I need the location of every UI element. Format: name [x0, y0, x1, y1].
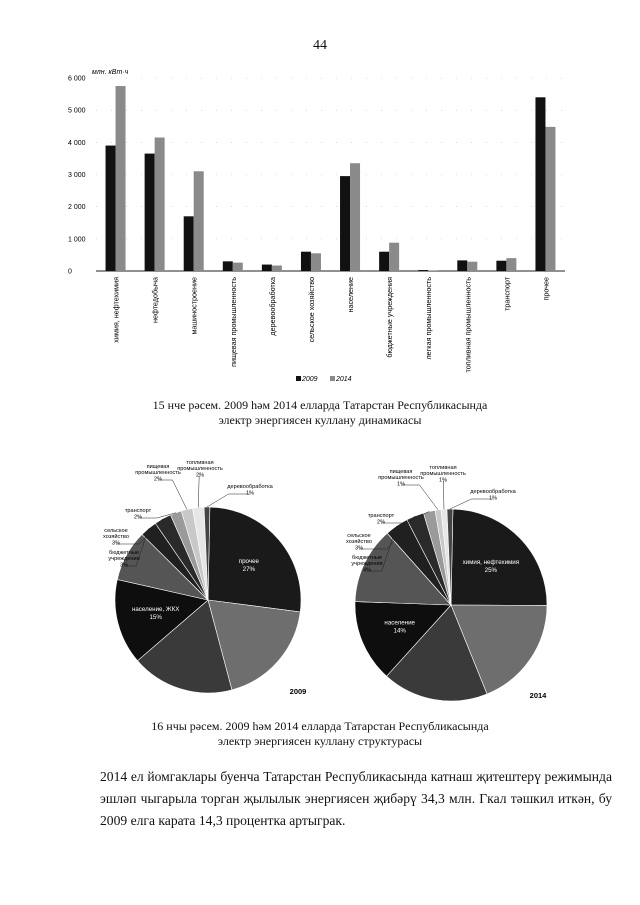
pie-outer-label: учреждения — [108, 556, 140, 562]
x-tick-label: бюджетные учреждения — [385, 277, 395, 358]
pie-outer-percent: 3% — [111, 540, 121, 547]
figure-15-caption — [0, 398, 640, 428]
bar-2009 — [145, 154, 155, 271]
x-tick-label: пищевая промышленность — [228, 277, 238, 367]
page-number: 44 — [313, 38, 327, 53]
bar-2014 — [350, 163, 360, 271]
bar-2009 — [535, 97, 545, 271]
pie-outer-percent: 2% — [133, 514, 143, 521]
pie-year-label: 2014 — [529, 691, 547, 700]
bar-2009 — [223, 261, 233, 271]
pie-outer-percent: 4% — [362, 567, 372, 574]
pie-outer-label: транспорт — [367, 513, 395, 519]
bar-2009 — [106, 146, 116, 271]
figure-16-caption-line1: 16 нчы рәсем. 2009 һәм 2014 елларда Татарстан Республикасында — [151, 719, 489, 733]
x-tick-label: машиностроение — [189, 277, 199, 335]
pie-outer-percent: 1% — [488, 495, 498, 502]
pie-outer-label: транспорт — [124, 508, 152, 514]
x-tick-label: население — [346, 277, 356, 313]
y-tick-label: 0 — [68, 268, 72, 276]
pie-charts — [0, 455, 640, 715]
pie-outer-label: топливная — [429, 464, 457, 471]
bar-2014 — [155, 138, 165, 271]
pie-outer-percent: 1% — [396, 481, 406, 488]
x-tick-label: химия, нефтехимия — [111, 277, 121, 343]
leader-line — [443, 481, 444, 509]
x-tick-label: сельское хозяйство — [306, 277, 316, 343]
body-paragraph — [100, 766, 612, 832]
pie-2009 — [103, 460, 306, 696]
pie-outer-label: промышленность — [177, 466, 223, 472]
y-tick-label: 4 000 — [68, 139, 86, 147]
bar-2009 — [418, 270, 428, 271]
legend-label: 2014 — [336, 376, 352, 383]
y-tick-label: 1 000 — [68, 236, 86, 244]
pie-slice-label: население, ЖКХ — [131, 606, 180, 614]
pie-outer-percent: 2% — [195, 472, 205, 479]
pie-slice-percent: 25% — [484, 567, 498, 575]
y-tick-label: 6 000 — [68, 75, 86, 83]
pie-outer-label: пищевая — [389, 468, 413, 475]
pie-year-label: 2009 — [289, 687, 307, 696]
bar-2014 — [467, 262, 477, 271]
pie-2014 — [346, 465, 547, 701]
y-tick-label: 2 000 — [68, 204, 86, 212]
bar-2009 — [340, 176, 350, 271]
pie-slice-percent: 27% — [242, 565, 256, 573]
x-tick-label: прочее — [541, 277, 551, 301]
pie-slice-percent: 15% — [149, 614, 162, 622]
bar-2014 — [389, 243, 399, 271]
pie-outer-label: деревообработка — [470, 489, 516, 495]
bar-2009 — [496, 261, 506, 271]
pie-slice-percent: 14% — [393, 627, 406, 635]
pie-outer-percent: 2% — [376, 519, 386, 526]
leader-line — [158, 480, 187, 509]
x-tick-label: топливная промышленность — [463, 277, 473, 373]
pie-outer-percent: 1% — [245, 490, 255, 497]
pie-outer-label: промышленность — [378, 475, 424, 481]
figure-16-caption — [0, 719, 640, 749]
y-tick-label: 5 000 — [68, 107, 86, 115]
pie-outer-label: промышленность — [420, 471, 466, 477]
leader-line — [450, 499, 493, 509]
bar-2014 — [545, 127, 555, 271]
pie-outer-percent: 3% — [119, 562, 129, 569]
body-text: 2014 ел йомгаклары буенча Татарстан Республикасында катнаш җитештерү режимында эшләп чыгарыла торган җылылык энергиясен җибәрү 34,3 млн. Гкал тәшкил иткән, бу 2009 елга карата 14,3 процентка артыграк. — [100, 769, 612, 828]
pie-outer-percent: 3% — [354, 545, 364, 552]
figure-16-caption-line2: электр энергиясен куллану структурасы — [217, 734, 423, 748]
legend-swatch — [330, 376, 335, 381]
legend-swatch — [296, 376, 301, 381]
pie-slice-label: химия, нефтехимия — [462, 559, 520, 567]
bar-2014 — [233, 263, 243, 271]
pie-outer-label: промышленность — [135, 470, 181, 476]
bar-chart — [0, 0, 640, 400]
bar-2014 — [428, 270, 438, 271]
pie-outer-label: деревообработка — [227, 484, 273, 490]
pie-outer-label: хозяйство — [346, 539, 372, 545]
pie-slice-label: прочее — [238, 557, 259, 565]
bar-2009 — [301, 252, 311, 271]
pie-outer-label: бюджетные — [109, 549, 139, 556]
pie-outer-label: хозяйство — [103, 534, 129, 540]
bar-2014 — [311, 253, 321, 271]
pie-outer-percent: 1% — [438, 477, 448, 484]
x-tick-label: легкая промышленность — [424, 277, 434, 360]
bar-2014 — [506, 258, 516, 271]
pie-slice — [451, 509, 547, 605]
pie-outer-label: учреждения — [351, 561, 383, 567]
leader-line — [401, 485, 438, 510]
bar-2014 — [194, 171, 204, 271]
pie-outer-label: бюджетные — [352, 554, 382, 561]
pie-slice-label: население — [384, 619, 415, 627]
y-tick-label: 3 000 — [68, 172, 86, 179]
leader-line — [207, 494, 250, 507]
bar-2014 — [116, 86, 126, 271]
bar-2014 — [272, 266, 282, 271]
pie-outer-label: пищевая — [146, 463, 170, 470]
pie-outer-label: сельское — [104, 527, 128, 534]
x-tick-label: деревообработка — [267, 277, 277, 336]
bar-2009 — [457, 260, 467, 271]
figure-15-caption-line1: 15 нче рәсем. 2009 һәм 2014 елларда Татарстан Республикасында — [152, 398, 488, 412]
bar-2009 — [379, 252, 389, 271]
legend-label: 2009 — [302, 376, 318, 383]
figure-15-caption-line2: электр энергиясен куллану динамикасы — [218, 413, 422, 427]
y-axis-label: млн. кВт·ч — [92, 69, 129, 76]
leader-line — [198, 476, 200, 508]
bar-2009 — [262, 265, 272, 271]
pie-outer-label: топливная — [186, 459, 214, 466]
bar-2009 — [184, 216, 194, 271]
pie-outer-percent: 2% — [153, 476, 163, 483]
pie-outer-label: сельское — [347, 532, 371, 539]
x-tick-label: нефтедобыча — [150, 277, 160, 323]
x-tick-label: транспорт — [502, 277, 512, 311]
